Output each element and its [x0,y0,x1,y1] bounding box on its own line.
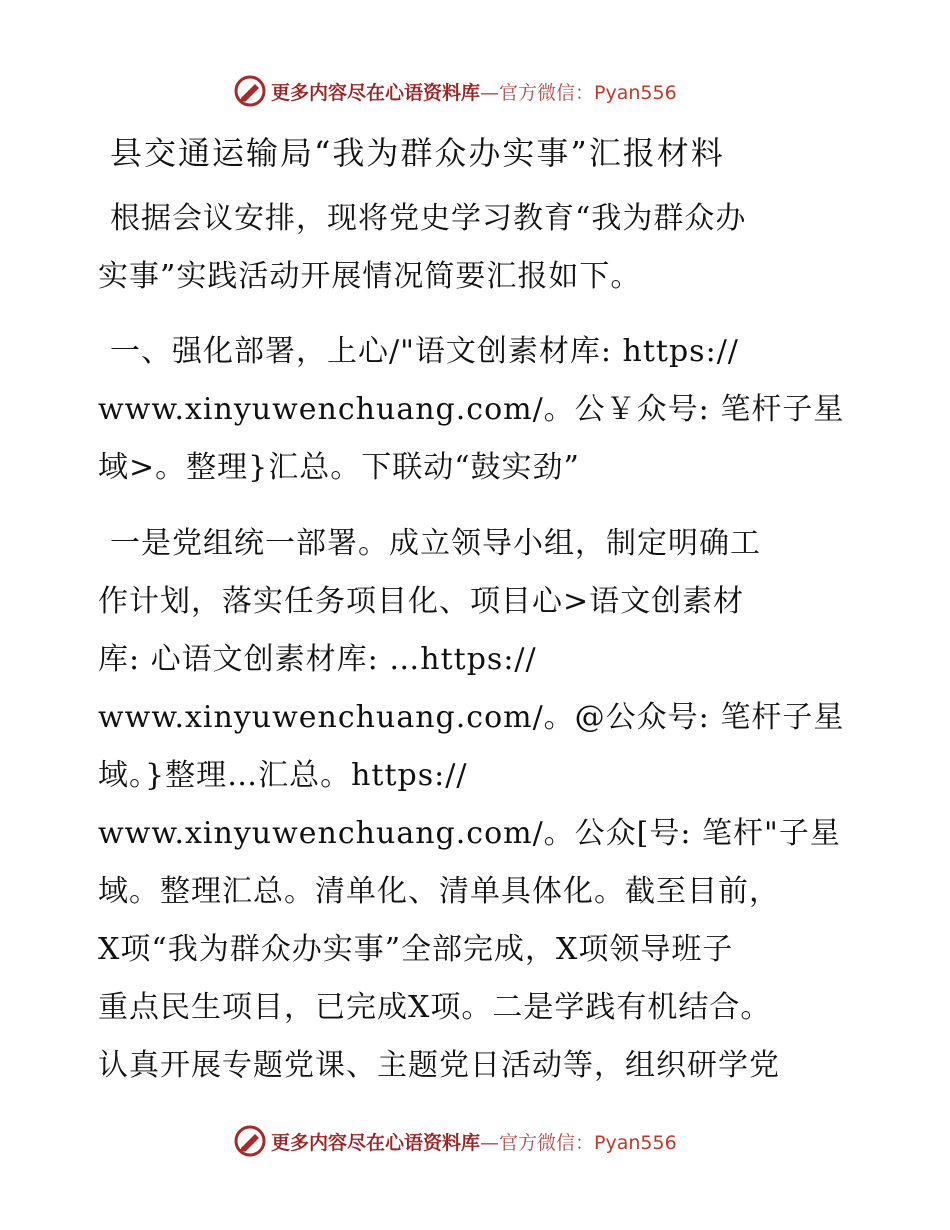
text-line: www.xinyuwenchuang.com/。@公众号: 笔杆子星 [98,700,845,735]
text-line: 域。}整理…汇总。https:// [98,758,468,793]
watermark-account: Pyan556 [594,81,677,104]
watermark-text [271,78,677,105]
text-line: X项“我为群众办实事”全部完成，X项领导班子 [98,932,734,967]
text-line: 作计划，落实任务项目化、项目心>语文创素材 [98,584,745,619]
section-1-heading [98,323,858,497]
text-line: 库: 心语文创素材库: …https:// [98,642,537,677]
text-line: 域。整理汇总。清单化、清单具体化。截至目前， [98,874,780,909]
intro-paragraph [98,190,858,306]
watermark-account: Pyan556 [594,1131,677,1154]
text-line: 域>。整理}汇总。下联动“鼓实劲” [98,450,580,485]
watermark-sep: — [480,1131,500,1154]
footer-watermark [233,1124,677,1158]
text-line: 根据会议安排，现将党史学习教育“我为群众办 [110,201,747,236]
header-watermark [233,74,677,108]
watermark-text [271,1128,677,1155]
body-paragraph [98,515,858,1095]
text-line: www.xinyuwenchuang.com/。公￥众号: 笔杆子星 [98,392,845,427]
text-line: 实事”实践活动开展情况简要汇报如下。 [98,259,642,294]
watermark-main: 更多内容尽在心语资料库 [271,1131,481,1154]
text-line: 认真开展专题党课、主题党日活动等，组织研学党 [98,1048,780,1083]
watermark-label: 官方微信： [499,81,595,104]
pen-logo-icon [233,1124,267,1158]
watermark-main: 更多内容尽在心语资料库 [271,81,481,104]
text-line: 一是党组统一部署。成立领导小组，制定明确工 [110,526,761,561]
pen-logo-icon [233,74,267,108]
text-line: 一、强化部署，上心/"语文创素材库: https:// [110,334,739,369]
watermark-sep: — [480,81,500,104]
text-line: 重点民生项目，已完成X项。二是学践有机结合。 [98,990,772,1025]
watermark-label: 官方微信： [499,1131,595,1154]
document-title: 县交通运输局“我为群众办实事”汇报材料 [110,134,725,172]
text-line: www.xinyuwenchuang.com/。公众[号: 笔杆"子星 [98,816,841,851]
